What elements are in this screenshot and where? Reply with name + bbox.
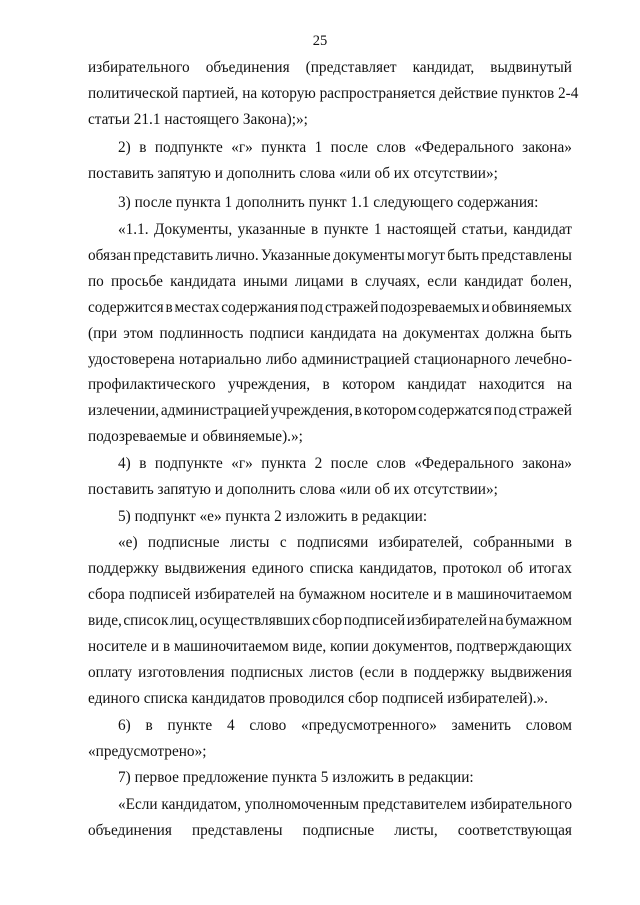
word: стационарного <box>413 351 511 368</box>
word: список <box>123 612 169 629</box>
word: в <box>145 717 153 734</box>
word: подписями <box>297 534 369 551</box>
word: кандидат <box>407 376 467 393</box>
text-line <box>118 715 572 737</box>
word: копии <box>329 638 369 655</box>
text-line <box>118 137 572 159</box>
word: в <box>311 221 319 238</box>
word: подлинность <box>159 325 244 342</box>
word: в <box>350 273 358 290</box>
word: учреждения, <box>270 402 353 419</box>
word: на <box>488 612 504 629</box>
word: бумажном <box>505 612 572 629</box>
word: виде, <box>88 612 122 629</box>
word: обвиняемых <box>491 299 572 316</box>
word: избирательного <box>470 796 572 813</box>
word: указанные <box>237 221 306 238</box>
text-line <box>88 662 572 684</box>
text-line <box>88 245 572 267</box>
word: избирателей, <box>378 534 463 551</box>
word: изготовления <box>138 664 225 681</box>
word: кандидатов, <box>359 560 437 577</box>
word: кандидатом, <box>161 796 242 813</box>
word: документы <box>333 247 405 264</box>
text-line <box>88 57 572 79</box>
word: кандидата <box>170 273 237 290</box>
word: заменить <box>451 717 512 734</box>
word: содержатся <box>418 402 492 419</box>
word: 1 <box>373 221 382 238</box>
word: списка <box>309 560 354 577</box>
text-line <box>88 271 572 293</box>
word: должна <box>485 325 535 342</box>
word: 4 <box>226 717 235 734</box>
word: виде, <box>292 638 327 655</box>
word: подписных <box>230 664 304 681</box>
word: и <box>433 586 442 603</box>
word: в <box>400 664 408 681</box>
word: случаях, <box>365 273 421 290</box>
text-line <box>88 400 572 422</box>
word: сбор <box>312 612 343 629</box>
text-line: 5) подпункт «е» пункта 2 изложить в редакции: <box>118 508 428 525</box>
word: «Федерального <box>414 455 514 472</box>
word: этом <box>123 325 154 342</box>
word: поддержку <box>413 664 485 681</box>
word: листов <box>309 664 354 681</box>
word: стражей <box>518 402 572 419</box>
word: кандидат <box>512 221 572 238</box>
word: нотариально <box>179 351 262 368</box>
word: излечении, <box>88 402 160 419</box>
text-line <box>88 374 572 396</box>
text-line: подозреваемые и обвиняемые).»; <box>88 428 303 445</box>
word: настоящей <box>386 221 457 238</box>
word: носителе <box>369 586 429 603</box>
word: администрацией <box>160 402 270 419</box>
word: местах <box>174 299 220 316</box>
word: иными <box>243 273 288 290</box>
word: в <box>322 376 330 393</box>
word: единого <box>251 560 304 577</box>
word: профилактического <box>88 376 216 393</box>
text-line <box>118 532 572 554</box>
word: в <box>139 139 147 156</box>
word: быть <box>447 247 480 264</box>
word: (представляет <box>305 59 397 76</box>
word: под <box>493 402 517 419</box>
word: листы <box>229 534 270 551</box>
word: (при <box>88 325 118 342</box>
word: статьи, <box>461 221 508 238</box>
word: выдвинутый <box>490 59 572 76</box>
word: представить <box>133 247 214 264</box>
word: бумажном <box>298 586 366 603</box>
word: поддержку <box>88 560 159 577</box>
word: на <box>382 325 398 342</box>
word: подписные <box>302 822 375 839</box>
word: носителе <box>88 638 148 655</box>
text-line <box>118 794 572 816</box>
text-line <box>88 610 572 632</box>
word: и <box>150 638 160 655</box>
word: в <box>445 586 453 603</box>
word: выдвижения <box>164 560 246 577</box>
word: с <box>279 534 287 551</box>
word: листы, <box>394 822 438 839</box>
text-line <box>118 219 572 241</box>
word: кандидат, <box>412 59 475 76</box>
word: подозреваемых <box>380 299 480 316</box>
text-line <box>88 820 572 842</box>
text-line: статьи 21.1 настоящего Закона);»; <box>88 111 308 128</box>
word: содержания <box>221 299 299 316</box>
word: обязан <box>88 247 132 264</box>
word: об <box>507 560 524 577</box>
word: пункте <box>167 717 213 734</box>
word: представителем <box>362 796 467 813</box>
word: после <box>330 455 369 472</box>
word: после <box>330 139 369 156</box>
word: закона» <box>522 139 572 156</box>
word: 2 <box>314 455 323 472</box>
word: 1 <box>314 139 323 156</box>
word: «Федерального <box>414 139 514 156</box>
word: администрацией <box>301 351 410 368</box>
text-line <box>88 584 572 606</box>
word: подписи <box>249 325 305 342</box>
word: слов <box>376 139 406 156</box>
word: подпункте <box>154 139 223 156</box>
word: пункте <box>323 221 369 238</box>
text-line: поставить запятую и дополнить слова «или об их отсутствии»; <box>88 481 498 498</box>
page-number: 25 <box>312 33 328 49</box>
word: избирателей <box>406 612 488 629</box>
word: если <box>427 273 458 290</box>
word: подписей <box>129 586 191 603</box>
word: лечебно- <box>514 351 572 368</box>
word: соответствующая <box>457 822 572 839</box>
word: слово <box>249 717 287 734</box>
word: в <box>354 402 362 419</box>
word: в <box>165 299 173 316</box>
text-line: политической партией, на которую распространяется действие пунктов 2-4 <box>88 85 579 102</box>
word: болен, <box>530 273 572 290</box>
word: закона» <box>522 455 572 472</box>
word: уполномоченным <box>244 796 360 813</box>
word: стражей <box>324 299 379 316</box>
word: протокол <box>442 560 502 577</box>
word: и <box>481 299 490 316</box>
word: (если <box>359 664 395 681</box>
word: 4) <box>118 455 131 472</box>
text-line: единого списка кандидатов проводился сбор подписей избирателей).». <box>88 690 549 707</box>
word: подтверждающих <box>456 638 572 655</box>
word: выдвижения <box>490 664 572 681</box>
word: слов <box>376 455 406 472</box>
word: «г» <box>231 139 253 156</box>
word: Указанные <box>260 247 331 264</box>
text-line <box>88 558 572 580</box>
word: осуществлявших <box>199 612 311 629</box>
text-line <box>88 323 572 345</box>
word: в <box>564 534 572 551</box>
word: по <box>88 273 104 290</box>
word: «е) <box>118 534 138 551</box>
word: 6) <box>118 717 131 734</box>
word: в <box>162 638 171 655</box>
text-line <box>118 453 572 475</box>
word: содержится <box>88 299 164 316</box>
text-line <box>88 297 572 319</box>
word: кандидата <box>310 325 377 342</box>
word: Документы, <box>154 221 233 238</box>
text-line: 7) первое предложение пункта 5 изложить в редакции: <box>118 769 474 786</box>
word: подписные <box>147 534 220 551</box>
word: под <box>299 299 324 316</box>
word: либо <box>265 351 298 368</box>
text-line: 3) после пункта 1 дополнить пункт 1.1 следующего содержания: <box>118 194 539 211</box>
word: лиц, <box>169 612 198 629</box>
word: просьбе <box>110 273 163 290</box>
word: 2) <box>118 139 131 156</box>
word: на <box>279 586 295 603</box>
word: машиночитаемом <box>173 638 289 655</box>
word: «1.1. <box>118 221 149 238</box>
word: итогах <box>528 560 572 577</box>
word: котором <box>363 402 417 419</box>
word: документов, <box>372 638 453 655</box>
word: собранными <box>473 534 555 551</box>
word: избирателей <box>194 586 276 603</box>
word: находится <box>478 376 545 393</box>
word: быть <box>540 325 572 342</box>
word: учреждения, <box>227 376 311 393</box>
word: представлены <box>191 822 283 839</box>
word: пункта <box>261 139 307 156</box>
word: кандидат <box>464 273 524 290</box>
word: объединения <box>205 59 290 76</box>
word: на <box>557 376 572 393</box>
word: подписей <box>343 612 406 629</box>
word: могут <box>407 247 445 264</box>
word: машиночитаемом <box>457 586 572 603</box>
word: представлены <box>481 247 572 264</box>
text-line: «предусмотрено»; <box>88 743 207 760</box>
word: в <box>139 455 147 472</box>
word: котором <box>342 376 395 393</box>
text-line <box>88 349 572 371</box>
text-line: поставить запятую и дополнить слова «или об их отсутствии»; <box>88 165 498 182</box>
word: лично. <box>215 247 259 264</box>
word: «Если <box>118 796 158 813</box>
word: «г» <box>231 455 253 472</box>
word: оплату <box>88 664 132 681</box>
word: объединения <box>88 822 172 839</box>
word: «предусмотренного» <box>300 717 437 734</box>
word: избирательного <box>88 59 190 76</box>
word: пункта <box>261 455 307 472</box>
word: подпункте <box>154 455 223 472</box>
word: лицами <box>294 273 344 290</box>
word: удостоверена <box>88 351 175 368</box>
text-line <box>88 636 572 658</box>
word: документах <box>403 325 480 342</box>
word: сбора <box>88 586 125 603</box>
word: словом <box>525 717 572 734</box>
